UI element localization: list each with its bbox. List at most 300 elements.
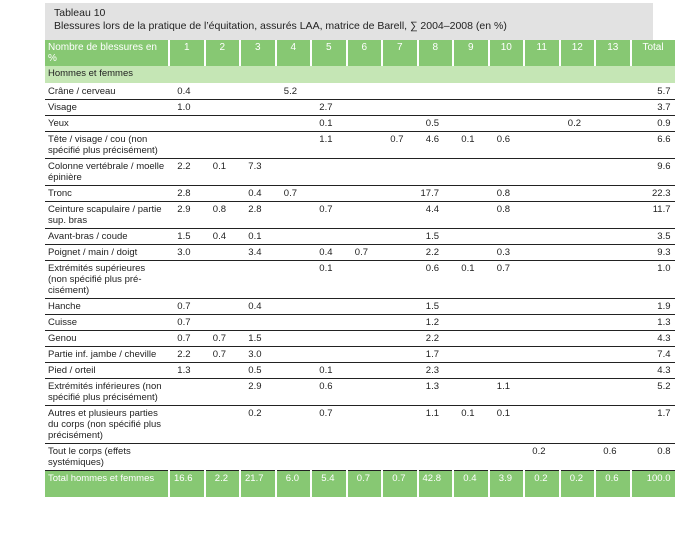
row-label: Autres et plusieurs parties du corps (non spécifié plus précisément) (45, 406, 169, 444)
cell-col-6 (347, 186, 383, 202)
cell-col-5: 0.7 (311, 406, 347, 444)
cell-col-12 (560, 100, 596, 116)
cell-col-2 (205, 406, 241, 444)
cell-col-4 (276, 116, 312, 132)
cell-col-11 (524, 84, 560, 100)
cell-col-13 (595, 132, 631, 159)
cell-col-6 (347, 315, 383, 331)
cell-col-4 (276, 229, 312, 245)
cell-col-5: 1.1 (311, 132, 347, 159)
cell-col-11 (524, 315, 560, 331)
cell-col-7 (382, 331, 418, 347)
header-col-1: 1 (169, 40, 205, 66)
cell-col-8 (418, 100, 454, 116)
cell-col-7 (382, 229, 418, 245)
cell-col-4: 0.7 (276, 186, 312, 202)
table-row (45, 84, 675, 100)
cell-col-5 (311, 299, 347, 315)
cell-col-2: 0.7 (205, 347, 241, 363)
header-col-5: 5 (311, 40, 347, 66)
cell-col-4 (276, 331, 312, 347)
table-row (45, 315, 675, 331)
row-label: Hanche (45, 299, 169, 315)
cell-col-9 (453, 202, 489, 229)
row-label: Extrémités inférieures (non spécifié plus précisément) (45, 379, 169, 406)
cell-col-6 (347, 84, 383, 100)
totals-col-5: 5.4 (311, 471, 347, 498)
cell-col-11 (524, 379, 560, 406)
cell-col-1 (169, 261, 205, 299)
cell-col-6 (347, 299, 383, 315)
cell-col-9 (453, 116, 489, 132)
cell-col-13: 0.6 (595, 444, 631, 471)
cell-col-12 (560, 379, 596, 406)
cell-col-12 (560, 444, 596, 471)
row-label: Ceinture scapulaire / partie sup. bras (45, 202, 169, 229)
cell-col-2 (205, 84, 241, 100)
cell-col-11 (524, 186, 560, 202)
row-label: Poignet / main / doigt (45, 245, 169, 261)
totals-col-11: 0.2 (524, 471, 560, 498)
cell-col-5: 0.6 (311, 379, 347, 406)
cell-col-9 (453, 347, 489, 363)
cell-col-12 (560, 299, 596, 315)
cell-col-3: 0.1 (240, 229, 276, 245)
cell-col-9 (453, 363, 489, 379)
cell-col-9: 0.1 (453, 261, 489, 299)
header-col-10: 10 (489, 40, 525, 66)
cell-total: 5.7 (631, 84, 675, 100)
cell-col-6 (347, 347, 383, 363)
cell-col-1: 0.7 (169, 299, 205, 315)
cell-col-11 (524, 202, 560, 229)
totals-col-9: 0.4 (453, 471, 489, 498)
header-label: Nombre de blessures en % (45, 40, 169, 66)
cell-total: 9.6 (631, 159, 675, 186)
cell-col-7 (382, 100, 418, 116)
cell-col-10 (489, 116, 525, 132)
cell-col-8: 2.2 (418, 331, 454, 347)
cell-col-3: 0.2 (240, 406, 276, 444)
cell-col-10 (489, 100, 525, 116)
cell-total: 7.4 (631, 347, 675, 363)
cell-col-1: 0.4 (169, 84, 205, 100)
cell-col-13 (595, 159, 631, 186)
totals-col-10: 3.9 (489, 471, 525, 498)
cell-col-3 (240, 116, 276, 132)
cell-col-3: 3.0 (240, 347, 276, 363)
cell-col-1 (169, 132, 205, 159)
cell-col-8: 2.2 (418, 245, 454, 261)
cell-total: 4.3 (631, 363, 675, 379)
cell-col-12: 0.2 (560, 116, 596, 132)
table-caption (45, 3, 653, 40)
cell-col-7 (382, 245, 418, 261)
cell-col-13 (595, 116, 631, 132)
cell-col-1 (169, 406, 205, 444)
table-row (45, 159, 675, 186)
table-row (45, 363, 675, 379)
cell-col-13 (595, 229, 631, 245)
cell-col-10 (489, 363, 525, 379)
cell-total: 9.3 (631, 245, 675, 261)
cell-col-1: 0.7 (169, 331, 205, 347)
cell-col-8: 1.2 (418, 315, 454, 331)
cell-col-1 (169, 444, 205, 471)
cell-col-7 (382, 261, 418, 299)
cell-col-8: 4.6 (418, 132, 454, 159)
cell-col-7 (382, 299, 418, 315)
cell-col-8: 1.3 (418, 379, 454, 406)
cell-col-1: 1.3 (169, 363, 205, 379)
cell-col-7 (382, 159, 418, 186)
cell-col-5 (311, 444, 347, 471)
totals-col-3: 21.7 (240, 471, 276, 498)
cell-col-5 (311, 315, 347, 331)
table-row (45, 132, 675, 159)
cell-col-3: 7.3 (240, 159, 276, 186)
cell-col-5 (311, 331, 347, 347)
cell-total: 22.3 (631, 186, 675, 202)
cell-col-12 (560, 186, 596, 202)
cell-col-2: 0.4 (205, 229, 241, 245)
cell-col-7 (382, 347, 418, 363)
cell-col-11 (524, 261, 560, 299)
cell-col-8: 1.5 (418, 299, 454, 315)
cell-col-9 (453, 315, 489, 331)
cell-col-3 (240, 444, 276, 471)
row-label: Tête / visage / cou (non spécifié plus précisément) (45, 132, 169, 159)
cell-total: 11.7 (631, 202, 675, 229)
cell-col-7 (382, 315, 418, 331)
table-row (45, 444, 675, 471)
table-row (45, 229, 675, 245)
cell-col-3: 0.4 (240, 299, 276, 315)
cell-col-2 (205, 100, 241, 116)
cell-col-3 (240, 315, 276, 331)
cell-total: 6.6 (631, 132, 675, 159)
cell-col-6 (347, 444, 383, 471)
cell-col-7 (382, 84, 418, 100)
cell-col-11 (524, 331, 560, 347)
cell-col-1 (169, 116, 205, 132)
row-label: Crâne / cerveau (45, 84, 169, 100)
row-label: Visage (45, 100, 169, 116)
table-title: Blessures lors de la pratique de l’équitation, assurés LAA, matrice de Barell, ∑ 2004–2008 (en %) (54, 20, 507, 32)
cell-col-5: 2.7 (311, 100, 347, 116)
cell-col-4 (276, 315, 312, 331)
cell-col-1: 1.0 (169, 100, 205, 116)
cell-col-13 (595, 245, 631, 261)
cell-col-13 (595, 406, 631, 444)
cell-col-10 (489, 229, 525, 245)
cell-col-6 (347, 229, 383, 245)
cell-col-3: 2.8 (240, 202, 276, 229)
cell-col-1: 2.9 (169, 202, 205, 229)
table-row (45, 245, 675, 261)
header-col-12: 12 (560, 40, 596, 66)
cell-col-4 (276, 132, 312, 159)
cell-col-2 (205, 186, 241, 202)
cell-col-8: 0.5 (418, 116, 454, 132)
cell-col-3 (240, 132, 276, 159)
cell-col-3: 3.4 (240, 245, 276, 261)
cell-col-11 (524, 159, 560, 186)
cell-col-11 (524, 229, 560, 245)
cell-col-4 (276, 363, 312, 379)
cell-col-7 (382, 202, 418, 229)
header-col-4: 4 (276, 40, 312, 66)
cell-col-7 (382, 379, 418, 406)
cell-col-8: 0.6 (418, 261, 454, 299)
cell-total: 5.2 (631, 379, 675, 406)
table-row (45, 299, 675, 315)
cell-col-11 (524, 116, 560, 132)
cell-col-5 (311, 347, 347, 363)
cell-total: 4.3 (631, 331, 675, 347)
cell-col-9 (453, 299, 489, 315)
cell-col-12 (560, 202, 596, 229)
cell-col-12 (560, 159, 596, 186)
cell-col-13 (595, 84, 631, 100)
cell-col-4 (276, 406, 312, 444)
cell-col-2 (205, 245, 241, 261)
cell-col-5: 0.7 (311, 202, 347, 229)
cell-col-1: 0.7 (169, 315, 205, 331)
cell-col-10: 0.7 (489, 261, 525, 299)
header-col-9: 9 (453, 40, 489, 66)
cell-col-7: 0.7 (382, 132, 418, 159)
cell-col-2 (205, 299, 241, 315)
cell-col-3 (240, 100, 276, 116)
cell-col-13 (595, 363, 631, 379)
cell-col-3: 0.5 (240, 363, 276, 379)
totals-col-8: 42.8 (418, 471, 454, 498)
totals-total: 100.0 (631, 471, 675, 498)
cell-col-9 (453, 84, 489, 100)
table-row (45, 100, 675, 116)
totals-row (45, 471, 675, 498)
row-label: Pied / orteil (45, 363, 169, 379)
cell-col-6 (347, 159, 383, 186)
cell-col-13 (595, 100, 631, 116)
cell-col-9 (453, 379, 489, 406)
cell-col-3 (240, 84, 276, 100)
cell-col-4 (276, 245, 312, 261)
header-col-11: 11 (524, 40, 560, 66)
cell-col-11 (524, 406, 560, 444)
header-col-6: 6 (347, 40, 383, 66)
cell-col-12 (560, 84, 596, 100)
cell-col-5: 0.1 (311, 261, 347, 299)
cell-col-11 (524, 347, 560, 363)
totals-col-2: 2.2 (205, 471, 241, 498)
cell-col-2 (205, 116, 241, 132)
header-row (45, 40, 675, 66)
cell-col-7 (382, 116, 418, 132)
cell-col-2 (205, 315, 241, 331)
cell-col-10 (489, 347, 525, 363)
cell-col-9: 0.1 (453, 406, 489, 444)
table-row (45, 406, 675, 444)
cell-col-2 (205, 444, 241, 471)
cell-col-8: 2.3 (418, 363, 454, 379)
header-col-2: 2 (205, 40, 241, 66)
cell-col-10 (489, 84, 525, 100)
cell-col-6 (347, 331, 383, 347)
cell-col-6: 0.7 (347, 245, 383, 261)
cell-col-13 (595, 331, 631, 347)
table-row (45, 202, 675, 229)
cell-col-7 (382, 406, 418, 444)
cell-col-4 (276, 444, 312, 471)
cell-col-13 (595, 202, 631, 229)
cell-total: 1.0 (631, 261, 675, 299)
row-label: Cuisse (45, 315, 169, 331)
table-row (45, 261, 675, 299)
cell-col-10: 0.6 (489, 132, 525, 159)
cell-col-6 (347, 406, 383, 444)
cell-col-3: 1.5 (240, 331, 276, 347)
cell-col-8 (418, 444, 454, 471)
cell-col-11 (524, 299, 560, 315)
cell-col-4 (276, 261, 312, 299)
cell-col-9 (453, 159, 489, 186)
table-row (45, 116, 675, 132)
cell-col-6 (347, 202, 383, 229)
cell-col-8: 1.7 (418, 347, 454, 363)
cell-col-2 (205, 132, 241, 159)
cell-col-9 (453, 444, 489, 471)
totals-col-7: 0.7 (382, 471, 418, 498)
cell-col-13 (595, 261, 631, 299)
cell-total: 1.9 (631, 299, 675, 315)
injury-table (45, 40, 675, 497)
cell-col-1 (169, 379, 205, 406)
cell-col-2 (205, 261, 241, 299)
cell-total: 3.5 (631, 229, 675, 245)
cell-col-4 (276, 379, 312, 406)
cell-col-12 (560, 132, 596, 159)
cell-col-6 (347, 379, 383, 406)
table-container (45, 3, 671, 497)
cell-col-9 (453, 186, 489, 202)
cell-col-10 (489, 299, 525, 315)
totals-label: Total hommes et femmes (45, 471, 169, 498)
cell-col-12 (560, 347, 596, 363)
cell-col-5 (311, 186, 347, 202)
cell-col-1: 1.5 (169, 229, 205, 245)
cell-col-5 (311, 84, 347, 100)
cell-col-1: 2.8 (169, 186, 205, 202)
cell-col-7 (382, 363, 418, 379)
cell-col-10: 0.8 (489, 202, 525, 229)
row-label: Partie inf. jambe / cheville (45, 347, 169, 363)
cell-col-3 (240, 261, 276, 299)
table-row (45, 331, 675, 347)
table-row (45, 347, 675, 363)
header-col-3: 3 (240, 40, 276, 66)
cell-col-5: 0.1 (311, 363, 347, 379)
cell-col-6 (347, 261, 383, 299)
table-number: Tableau 10 (54, 7, 106, 19)
section-label: Hommes et femmes (45, 66, 675, 84)
cell-col-13 (595, 379, 631, 406)
cell-col-6 (347, 363, 383, 379)
header-total: Total (631, 40, 675, 66)
cell-col-8: 4.4 (418, 202, 454, 229)
cell-col-4 (276, 347, 312, 363)
cell-total: 0.9 (631, 116, 675, 132)
cell-col-3: 0.4 (240, 186, 276, 202)
cell-col-10 (489, 444, 525, 471)
cell-col-1: 2.2 (169, 159, 205, 186)
header-col-7: 7 (382, 40, 418, 66)
cell-col-4 (276, 100, 312, 116)
cell-col-12 (560, 331, 596, 347)
totals-col-6: 0.7 (347, 471, 383, 498)
cell-col-10 (489, 331, 525, 347)
cell-col-3: 2.9 (240, 379, 276, 406)
cell-col-8: 1.1 (418, 406, 454, 444)
cell-col-13 (595, 315, 631, 331)
cell-col-11 (524, 100, 560, 116)
cell-total: 3.7 (631, 100, 675, 116)
cell-col-11 (524, 245, 560, 261)
cell-col-8: 17.7 (418, 186, 454, 202)
cell-col-7 (382, 186, 418, 202)
table-row (45, 186, 675, 202)
cell-col-12 (560, 363, 596, 379)
cell-col-8 (418, 84, 454, 100)
cell-col-13 (595, 299, 631, 315)
totals-col-4: 6.0 (276, 471, 312, 498)
cell-col-5 (311, 229, 347, 245)
row-label: Tout le corps (effets systémiques) (45, 444, 169, 471)
totals-col-1: 16.6 (169, 471, 205, 498)
totals-col-12: 0.2 (560, 471, 596, 498)
cell-col-9 (453, 331, 489, 347)
cell-col-4 (276, 299, 312, 315)
cell-total: 0.8 (631, 444, 675, 471)
cell-col-9 (453, 229, 489, 245)
cell-col-4 (276, 202, 312, 229)
cell-total: 1.3 (631, 315, 675, 331)
cell-col-6 (347, 132, 383, 159)
cell-col-10: 1.1 (489, 379, 525, 406)
cell-col-2: 0.1 (205, 159, 241, 186)
cell-col-11 (524, 363, 560, 379)
cell-col-9 (453, 100, 489, 116)
cell-col-9: 0.1 (453, 132, 489, 159)
cell-col-8: 1.5 (418, 229, 454, 245)
cell-col-12 (560, 229, 596, 245)
cell-col-12 (560, 261, 596, 299)
cell-col-7 (382, 444, 418, 471)
row-label: Yeux (45, 116, 169, 132)
row-label: Colonne vertébrale / moelle épinière (45, 159, 169, 186)
cell-col-12 (560, 406, 596, 444)
cell-col-10 (489, 159, 525, 186)
cell-col-4 (276, 159, 312, 186)
cell-col-11: 0.2 (524, 444, 560, 471)
cell-col-10: 0.3 (489, 245, 525, 261)
cell-col-2 (205, 363, 241, 379)
cell-col-4: 5.2 (276, 84, 312, 100)
cell-col-2: 0.8 (205, 202, 241, 229)
row-label: Extrémités supérieures (non spécifié plus précisément) (45, 261, 169, 299)
cell-col-11 (524, 132, 560, 159)
